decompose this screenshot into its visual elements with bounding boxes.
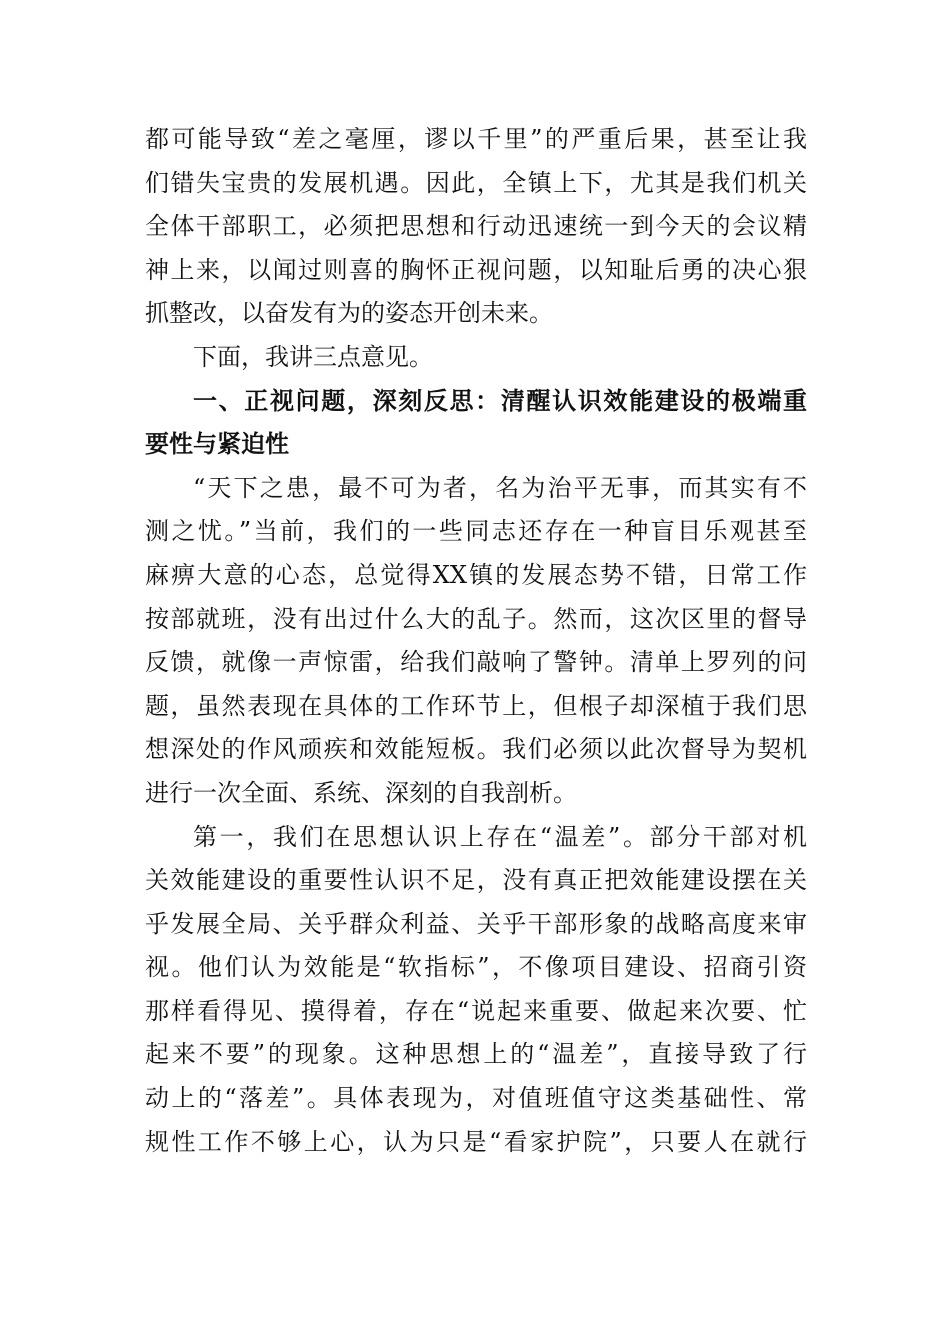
text-line: 想深处的作风顽疾和效能短板。我们必须以此次督导为契机 bbox=[145, 735, 807, 764]
text-line: 反馈，就像一声惊雷，给我们敲响了警钟。清单上罗列的问 bbox=[145, 648, 807, 677]
text-line: “天下之患，最不可为者，名为治平无事，而其实有不 bbox=[193, 473, 807, 502]
text-line: 都可能导致“差之毫厘，谬以千里”的严重后果，甚至让我 bbox=[145, 125, 807, 153]
text-line: 乎发展全局、关乎群众利益、关乎干部形象的战略高度来审 bbox=[145, 909, 807, 938]
text-line: 下面，我讲三点意见。 bbox=[193, 342, 433, 371]
text-line: 动上的“落差”。具体表现为，对值班值守这类基础性、常 bbox=[145, 1084, 807, 1113]
section-heading: 要性与紧迫性 bbox=[145, 430, 289, 459]
text-line: 第一，我们在思想认识上存在“温差”。部分干部对机 bbox=[193, 822, 807, 851]
text-line: 麻痹大意的心态，总觉得XX镇的发展态势不错，日常工作 bbox=[145, 560, 807, 589]
text-line: 神上来，以闻过则喜的胸怀正视问题，以知耻后勇的决心狠 bbox=[145, 255, 807, 284]
text-line: 们错失宝贵的发展机遇。因此，全镇上下，尤其是我们机关 bbox=[145, 168, 807, 197]
document-page bbox=[145, 118, 807, 1164]
text-line: 关效能建设的重要性认识不足，没有真正把效能建设摆在关 bbox=[145, 866, 807, 895]
text-line: 全体干部职工，必须把思想和行动迅速统一到今天的会议精 bbox=[145, 212, 807, 241]
text-line: 题，虽然表现在具体的工作环节上，但根子却深植于我们思 bbox=[145, 691, 807, 720]
text-line: 测之忧。”当前，我们的一些同志还存在一种盲目乐观甚至 bbox=[145, 517, 807, 546]
text-line: 按部就班，没有出过什么大的乱子。然而，这次区里的督导 bbox=[145, 604, 807, 633]
text-line: 起来不要”的现象。这种思想上的“温差”，直接导致了行 bbox=[145, 1040, 807, 1069]
text-line: 抓整改，以奋发有为的姿态开创未来。 bbox=[145, 299, 553, 328]
text-line: 视。他们认为效能是“软指标”，不像项目建设、招商引资 bbox=[145, 953, 807, 982]
text-line: 进行一次全面、系统、深刻的自我剖析。 bbox=[145, 778, 577, 807]
section-heading: 一、正视问题，深刻反思：清醒认识效能建设的极端重 bbox=[193, 386, 807, 415]
text-line: 规性工作不够上心，认为只是“看家护院”，只要人在就行 bbox=[145, 1127, 807, 1156]
text-line: 那样看得见、摸得着，存在“说起来重要、做起来次要、忙 bbox=[145, 996, 807, 1025]
